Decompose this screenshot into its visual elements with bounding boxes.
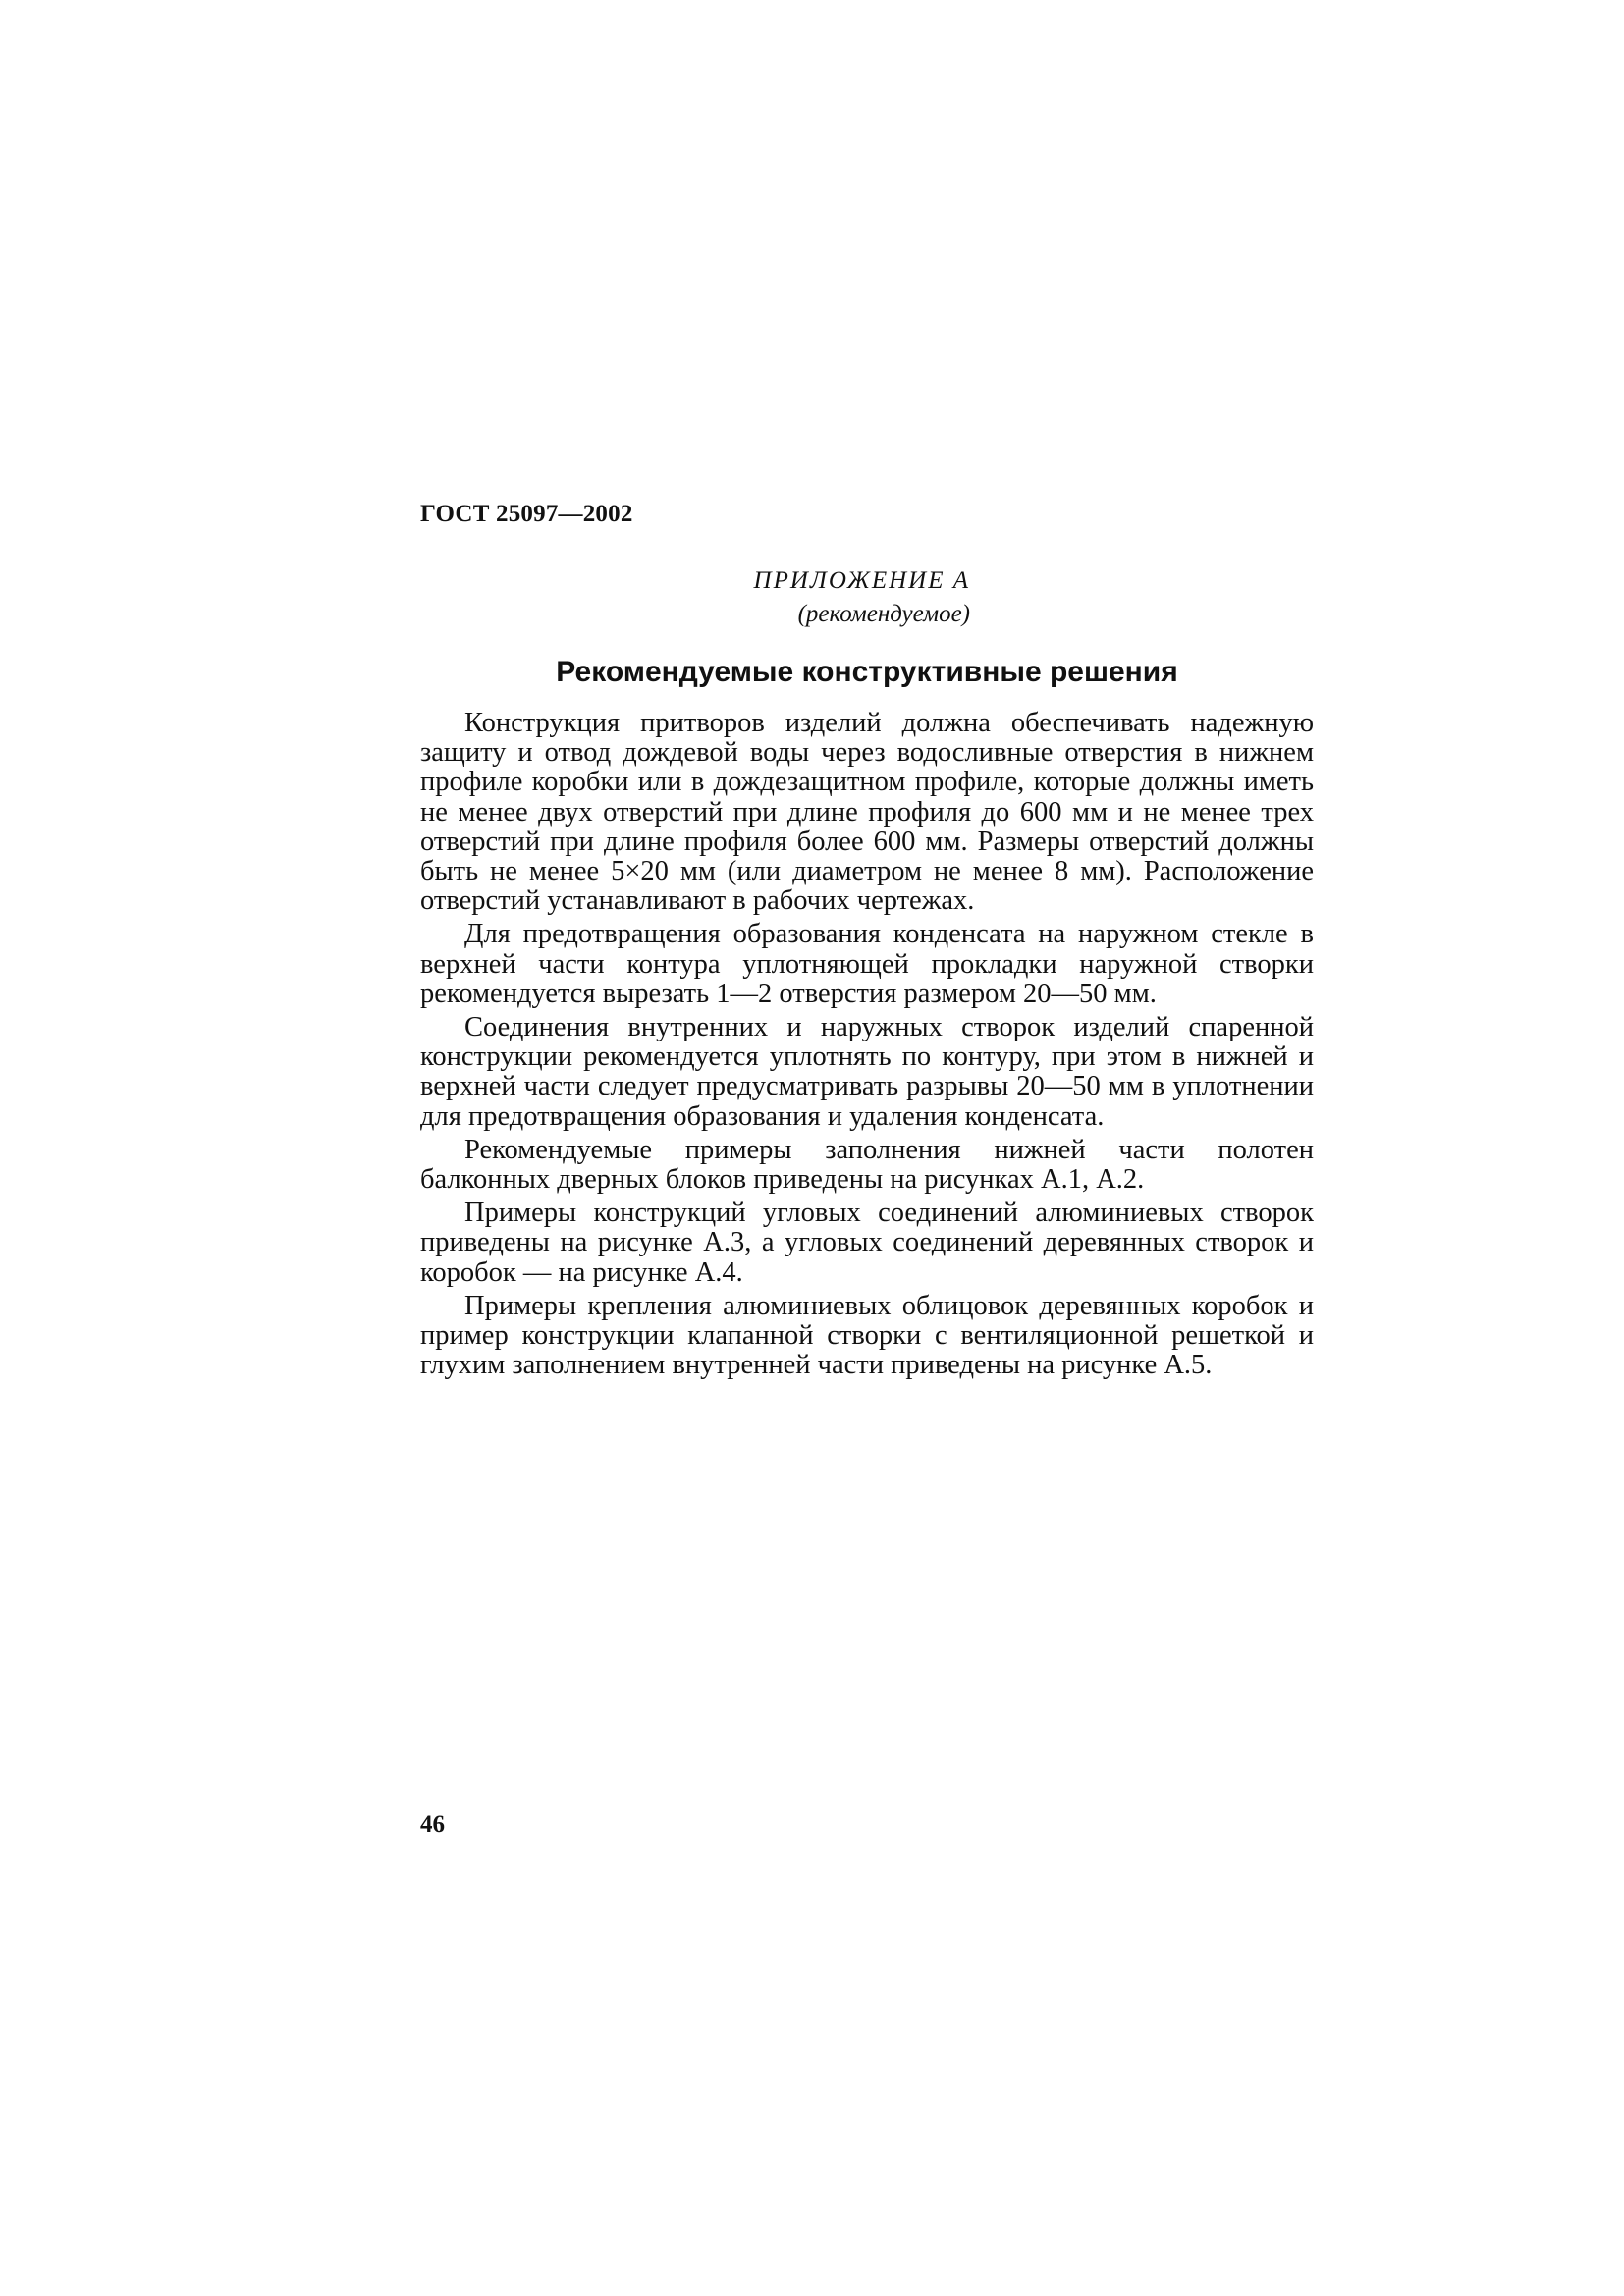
page-number: 46 [420, 1811, 445, 1838]
appendix-label [420, 564, 970, 631]
appendix-status: (рекомендуемое) [797, 601, 970, 627]
paragraph: Примеры крепления алюминиевых облицовок деревянных коробок и пример конструкции клапанной створки с вентиляционной решеткой и глухим заполнением внутренней части приведены на рисунке А.5. [420, 1290, 1314, 1381]
paragraph: Рекомендуемые примеры заполнения нижней части полотен балконных дверных блоков приведены на рисунках А.1, А.2. [420, 1134, 1314, 1196]
paragraph: Конструкция притворов изделий должна обеспечивать надежную защиту и отвод дождевой воды через водосливные отверстия в нижнем профиле коробки или в дождезащитном профиле, которые должны иметь не менее двух отверстий при длине профиля до 600 мм и не менее трех отверстий при длине профиля более 600 мм. Размеры отверстий должны быть не менее 5×20 мм (или диаметром не менее 8 мм). Расположение отверстий устанавливают в рабочих чертежах. [420, 708, 1314, 917]
paragraph: Примеры конструкций угловых соединений алюминиевых створок приведены на рисунке А.3, а угловых соединений деревянных створок и коробок — на рисунке А.4. [420, 1198, 1314, 1288]
appendix-title: ПРИЛОЖЕНИЕ А [753, 567, 970, 594]
section-heading: Рекомендуемые конструктивные решения [556, 656, 1178, 688]
paragraph: Соединения внутренних и наружных створок изделий спаренной конструкции рекомендуется уплотнять по контуру, при этом в нижней и верхней части следует предусматривать разрывы 20—50 мм в уплотнении для предотвращения образования и удаления конденсата. [420, 1012, 1314, 1132]
body-text [420, 709, 1314, 1384]
paragraph: Для предотвращения образования конденсата на наружном стекле в верхней части контура уплотняющей прокладки наружной створки рекомендуется вырезать 1—2 отверстия размером 20—50 мм. [420, 919, 1314, 1009]
document-code: ГОСТ 25097—2002 [420, 501, 633, 527]
